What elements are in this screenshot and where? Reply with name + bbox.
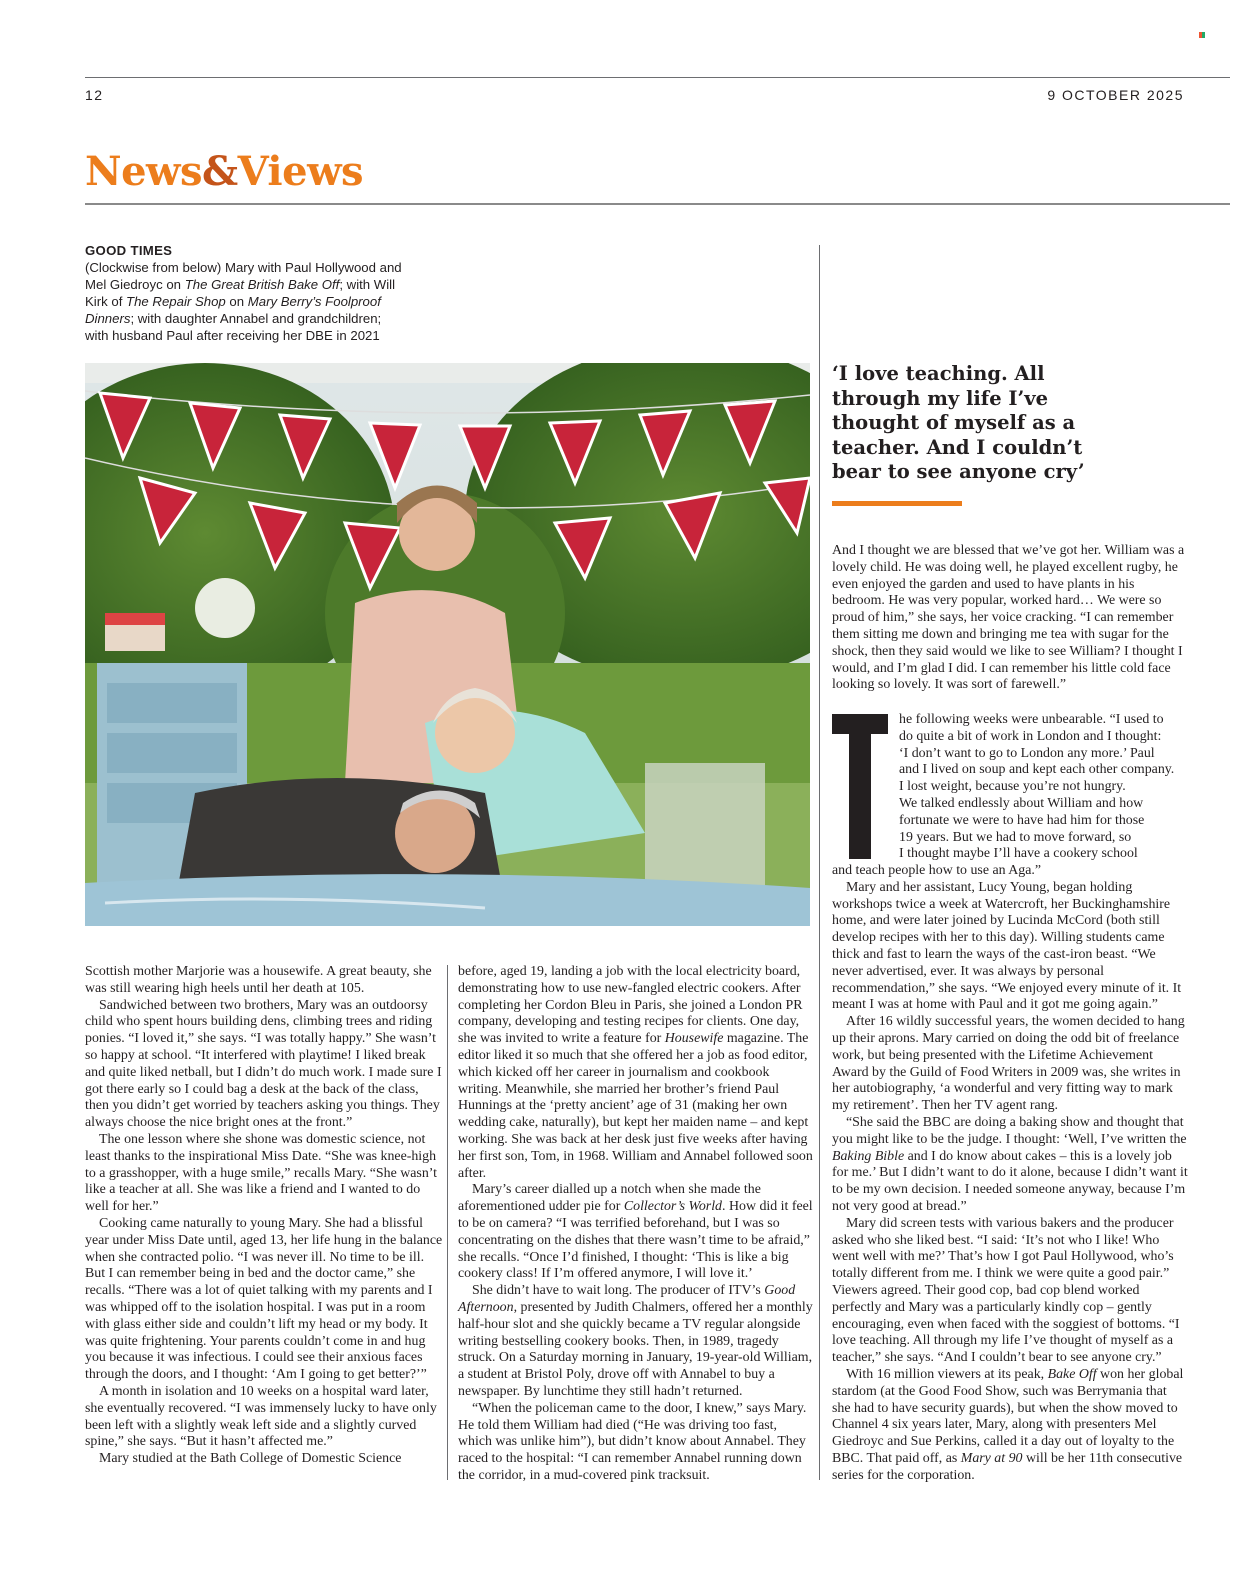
article-column-3-intro (832, 543, 1188, 694)
italic-title: Housewife (664, 1031, 724, 1047)
caption-text (85, 260, 402, 343)
article-paragraph (458, 1401, 814, 1485)
italic-title: Mary at 90 (960, 1450, 1023, 1466)
corner-mark (1199, 32, 1205, 38)
text-run: (Clockwise from below) Mary with Paul Hollywood and Mel Giedroyc on (85, 260, 402, 292)
drop-cap-line: and I lived on soup and kept each other company. (899, 762, 1175, 778)
italic-title: Mary Berry’s Foolproof Dinners (85, 294, 381, 326)
text-run: The one lesson where she shone was domestic science, not least thanks to the inspirational Miss Date. “She was knee-high to a grasshopper, with a huge smile,” recalls Mary. “She wasn’t like a teacher at all. She was like a friend and I wanted to do well for her.” (85, 1131, 438, 1215)
article-paragraph (85, 1451, 443, 1468)
section-title-views: Views (237, 148, 364, 195)
italic-title: The Repair Shop (126, 294, 226, 309)
italic-title: Collector’s World (623, 1199, 723, 1215)
issue-date: 9 OCTOBER 2025 (1047, 87, 1184, 103)
text-run: “She said the BBC are doing a baking show and thought that you might like to be the judge. I thought: ‘Well, I’ve written the (832, 1114, 1187, 1147)
article-paragraph (85, 1132, 443, 1216)
article-column-2 (458, 964, 814, 1485)
drop-cap-line: do quite a bit of work in London and I thought: (899, 728, 1162, 744)
text-run: After 16 wildly successful years, the women decided to hang up their aprons. Mary carried on doing the odd bit of freelance work, but being presented with the Lifetime Achievement Award by the Guild of Food Writers in 2009 was, she writes in her autobiography, ‘a wonderful and very fitting way to mark my retirement’. Then her TV agent rang. (832, 1014, 1185, 1114)
masthead-rule (85, 203, 1230, 205)
column-divider-left (447, 965, 448, 1480)
article-paragraph (832, 1216, 1188, 1367)
article-paragraph (832, 1367, 1188, 1485)
page-number: 12 (85, 87, 104, 103)
column-divider-right (819, 245, 820, 1480)
drop-cap-line: he following weeks were unbearable. “I used to (899, 712, 1164, 727)
article-paragraph (85, 1216, 443, 1384)
article-paragraph (458, 964, 814, 1182)
article-paragraph (85, 998, 443, 1132)
top-rule (85, 77, 1230, 78)
text-run: Cooking came naturally to young Mary. She had a blissful year under Miss Date until, aged 13, her life hung in the balance when she contracted polio. “I was never ill. No time to be ill. But I can remember being in bed and the doctor came,” she recalls. “There was a lot of quiet talking with my parents and I was whipped off to the isolation hospital. I was put in a room with glass either side and couldn’t lift my head or my body. It was quite frightening. Your parents couldn’t come in and hug you because it was infectious. I could see their anxious faces through the doors, and I thought: ‘Am I going to get better?’” (85, 1215, 443, 1383)
text-run: Mary studied at the Bath College of Domestic Science (99, 1451, 402, 1467)
italic-title: Good Afternoon (458, 1283, 796, 1315)
text-run: . How did it feel to be on camera? “I was terrified beforehand, but I was so concentrating on the dishes that there wasn’t time to be afraid,” she recalls. “Once I’d finished, I thought: ‘This is like a big cookery class! If I’m offered anymore, I will love it.’ (458, 1199, 813, 1282)
article-paragraph (832, 880, 1188, 1014)
italic-title: Baking Bible (832, 1148, 905, 1164)
article-paragraph (85, 1384, 443, 1451)
drop-cap-line: ‘I don’t want to go to London any more.’ Paul (899, 745, 1155, 761)
article-paragraph (85, 964, 443, 998)
text-run: and I do know about cakes – this is a lovely job for me.’ But I didn’t want to do it alone, because I didn’t want it to be my own decision. I needed someone anyway, because I’m not very good at bread.” (832, 1148, 1188, 1214)
text-run: Scottish mother Marjorie was a housewife. A great beauty, she was still wearing high heels until her death at 105. (85, 964, 432, 996)
text-run: And I thought we are blessed that we’ve got her. William was a lovely child. He was doing well, he played excellent rugby, he even enjoyed the garden and used to have plants in his bedroom. He was very popular, worked hard… We were so proud of him,” she says, her voice cracking. “I can remember them sitting me down and bringing me tea with sugar for the shock, then they said would we like to see William? I thought I would, and I’m glad I did. I can remember his little cold face looking so lovely. It was sort of farewell.” (832, 543, 1185, 693)
garden-party-photo (85, 363, 810, 926)
text-run: “When the policeman came to the door, I knew,” says Mary. He told them William had died (“He was driving too fast, which was unlike him”), but didn’t know about Annabel. They raced to the hospital: “I can remember Annabel running down the corridor, in a mud-covered pink tracksuit. (458, 1400, 807, 1483)
text-run: before, aged 19, landing a job with the local electricity board, demonstrating how to use new-fangled electric cookers. After completing her Cordon Bleu in Paris, she joined a London PR company, developing and testing recipes for clients. One day, she was invited to write a feature for (458, 964, 803, 1047)
section-title (85, 148, 363, 195)
text-run: , presented by Judith Chalmers, offered her a monthly half-hour slot and she quickly became a TV regular alongside writing bestselling cookery books. Then, in 1989, tragedy struck. On a Saturday morning in January, 19-year-old William, a student at Bristol Poly, drove off with Annabel to buy a newspaper. By lunchtime they still hadn’t returned. (458, 1299, 813, 1399)
pull-quote: ‘I love teaching. All through my life I’ve thought of myself as a teacher. And I couldn’t bear to see anyone cry’ (832, 362, 1085, 484)
article-paragraph (832, 543, 1188, 694)
photo-caption (85, 242, 405, 344)
article-paragraph (832, 1115, 1188, 1216)
drop-cap-line: We talked endlessly about William and how (899, 795, 1144, 811)
text-run: ; with daughter Annabel and grandchildren; with husband Paul after receiving her DBE in 2021 (85, 311, 382, 343)
text-run: ; with Will Kirk of (85, 277, 396, 309)
pull-quote-accent-bar (832, 501, 962, 506)
caption-kicker: GOOD TIMES (85, 243, 173, 258)
article-paragraph (458, 1182, 814, 1283)
article-paragraph (458, 1283, 814, 1401)
article-paragraph (832, 1014, 1188, 1115)
section-title-ampersand: & (201, 148, 238, 195)
text-run: won her global stardom (at the Good Food Show, such was Berrymania that she had to have security guards), but when the show moved to Channel 4 six years later, Mary, along with presenters Mel Giedroyc and Sue Perkins, called it a day out of loyalty to the BBC. That paid off, as (832, 1366, 1184, 1466)
text-run: A month in isolation and 10 weeks on a hospital ward later, she eventually recovered. “I was immensely lucky to have only been left with a slightly weak left side and a slightly curved spine,” she says. “But it hasn’t affected me.” (85, 1383, 437, 1450)
drop-cap-paragraph (899, 712, 1194, 863)
drop-cap-line: fortunate we were to have had him for those (899, 812, 1145, 828)
text-run: magazine. The editor liked it so much that she offered her a job as food editor, which kicked off her career in journalism and cookbook writing. Meanwhile, she married her brother’s friend Paul Hunnings at the ‘pretty ancient’ age of 31 (making her own wedding cake, naturally), but kept her maiden name – and kept working. She was back at her desk just five weeks after having her first son, Tom, in 1968. William and Annabel followed soon after. (458, 1031, 813, 1181)
text-run: will be her 11th consecutive series for the corporation. (832, 1450, 1183, 1483)
drop-cap-line: I lost weight, because you’re not hungry. (899, 779, 1126, 795)
text-run: She didn’t have to wait long. The producer of ITV’s (472, 1283, 765, 1299)
drop-cap-line: I thought maybe I’ll have a cookery school (899, 846, 1138, 862)
feature-photo (85, 363, 810, 926)
italic-title: Bake Off (1047, 1366, 1097, 1382)
section-title-news: News (85, 148, 202, 195)
drop-cap-line: 19 years. But we had to move forward, so (899, 829, 1132, 845)
text-run: and teach people how to use an Aga.” (832, 863, 1042, 878)
text-run: Mary and her assistant, Lucy Young, began holding workshops twice a week at Watercroft, her Buckinghamshire home, and were later joined by Lucinda McCord (both still develop recipes with her to this day). Willing students came thick and fast to learn the ways of the cast-iron beast. “We never advertised, ever. It was always by personal recommendation,” she says. “We enjoyed every minute of it. It meant I was at home with Paul and it got me going again.” (832, 879, 1182, 1013)
article-paragraph (832, 863, 1188, 880)
text-run: on (225, 294, 248, 309)
text-run: Sandwiched between two brothers, Mary was an outdoorsy child who spent hours building dens, climbing trees and riding ponies. “I loved it,” she says. “I was totally happy.” She wasn’t so happy at school. “It interfered with playtime! I liked break and quite liked netball, but I didn’t do much work. I made sure I got there early so I could bag a desk at the back of the class, then you didn’t get worried by teachers asking you things. They always choose the nice bright ones at the front.” (85, 997, 442, 1131)
text-run: Mary did screen tests with various bakers and the producer asked who she liked best. “I said: ‘It’s not who I like! Who went well with me?’ That’s how I got Paul Hollywood, who’s totally different from me. I think we were quite a good pair.” Viewers agreed. Their good cop, bad cop blend worked perfectly and Mary was a particularly kindly cop – gently encouraging, even when faced with the soggiest of bottoms. “I love teaching. All through my life I’ve thought of myself as a teacher,” she says. “And I couldn’t bear to see anyone cry.” (832, 1215, 1180, 1366)
drop-cap-T (832, 714, 888, 859)
article-column-1 (85, 964, 443, 1468)
text-run: Mary’s career dialled up a notch when she made the aforementioned udder pie for (458, 1182, 761, 1215)
italic-title: The Great British Bake Off (184, 277, 340, 292)
text-run: With 16 million viewers at its peak, (846, 1366, 1048, 1382)
article-column-3-continued (832, 863, 1188, 1484)
